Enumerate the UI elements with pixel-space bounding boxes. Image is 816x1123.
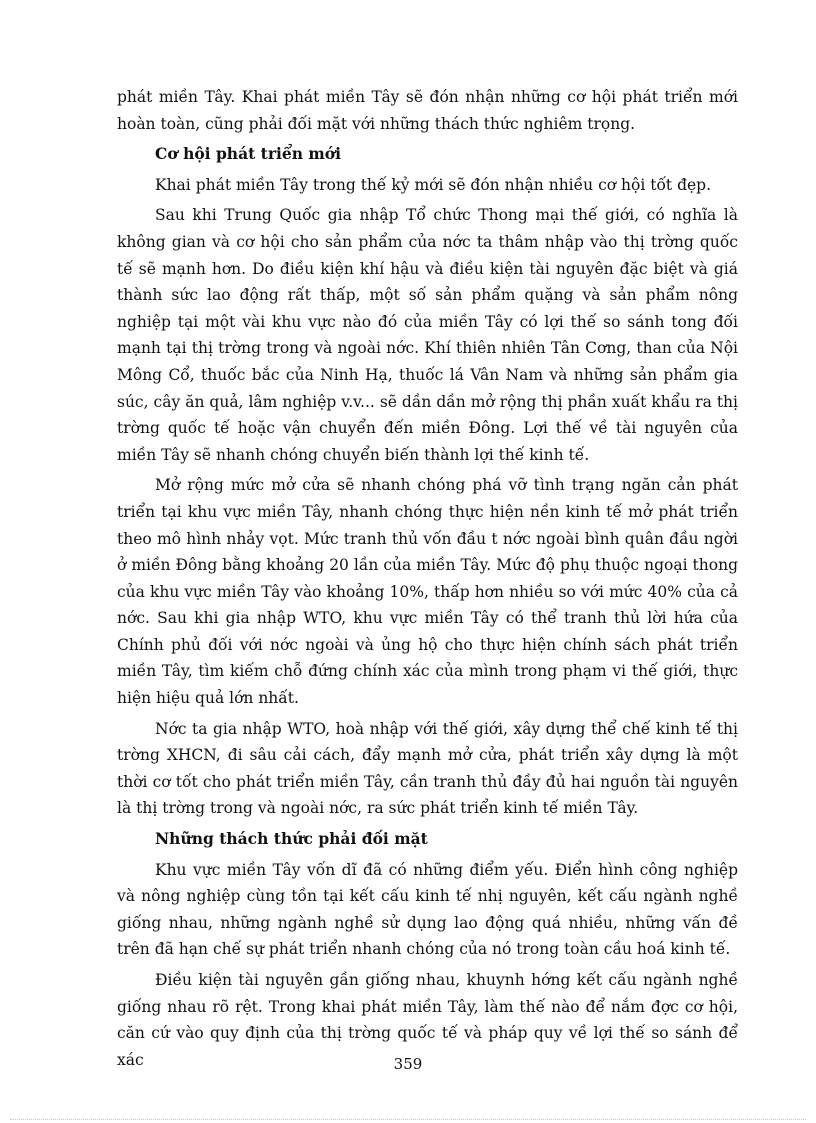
paragraph-weaknesses: Khu vực miền Tây vốn dĩ đã có những điểm yếu. Điển hình công nghiệp và nông nghiệp cùng tồn tại kết cấu kinh tế nhị nguyên, kết cấu ngành nghề giống nhau, những ngành nghề sử dụng lao động quá nhiều, những vấn đề trên đã hạn chế sự phát triển nhanh chóng của nó trong toàn cầu hoá kinh tế. xyxy=(117,860,738,959)
paragraph-intro: phát miền Tây. Khai phát miền Tây sẽ đón nhận những cơ hội phát triển mới hoàn toàn, cũng phải đối mặt với những thách thức nghiêm trọng. xyxy=(117,88,738,133)
page-number: 359 xyxy=(393,1055,423,1073)
footer-divider xyxy=(10,1119,806,1120)
paragraph-opportunities-intro: Khai phát miền Tây trong thế kỷ mới sẽ đón nhận nhiều cơ hội tốt đẹp. xyxy=(155,175,712,194)
paragraph-wto-trade: Sau khi Trung Quốc gia nhập Tổ chức Thong mại thế giới, có nghĩa là không gian và cơ hội cho sản phẩm của nớc ta thâm nhập vào thị trờng quốc tế sẽ mạnh hơn. Do điều kiện khí hậu và điều kiện tài nguyên đặc biệt và giá thành sức lao động rất thấp, một số sản phẩm quặng và sản phẩm nông nghiệp tại một vài khu vực nào đó của miền Tây có lợi thế so sánh tong đối mạnh tại thị trờng trong và ngoài nớc. Khí thiên nhiên Tân Cơng, than của Nội Mông Cổ, thuốc bắc của Ninh Hạ, thuốc lá Vân Nam và những sản phẩm gia súc, cây ăn quả, lâm nghiệp v.v... sẽ dần dần mở rộng thị phần xuất khẩu ra thị trờng quốc tế hoặc vận chuyển đến miền Đông. Lợi thế về tài nguyên của miền Tây sẽ nhanh chóng chuyển biến thành lợi thế kinh tế. xyxy=(117,206,738,464)
paragraph-resources: Điều kiện tài nguyên gần giống nhau, khuynh hớng kết cấu ngành nghề giống nhau rõ rệt. Trong khai phát miền Tây, làm thế nào để nắm đợc cơ hội, căn cứ vào quy định của thị trờng quốc tế và pháp quy về lợi thế so sánh để xác xyxy=(117,971,738,1069)
paragraph-wto-integration: Nớc ta gia nhập WTO, hoà nhập với thế giới, xây dựng thể chế kinh tế thị trờng XHCN, đi sâu cải cách, đẩy mạnh mở cửa, phát triển xây dựng là một thời cơ tốt cho phát triển miền Tây, cần tranh thủ đầy đủ hai nguồn tài nguyên là thị trờng trong và ngoài nớc, ra sức phát triển kinh tế miền Tây. xyxy=(117,719,738,818)
heading-challenges: Những thách thức phải đối mặt xyxy=(155,829,428,849)
page-body xyxy=(117,84,738,1077)
heading-opportunities: Cơ hội phát triển mới xyxy=(155,144,342,164)
paragraph-openness: Mở rộng mức mở cửa sẽ nhanh chóng phá vỡ tình trạng ngăn cản phát triển tại khu vực miền Tây, nhanh chóng thực hiện nền kinh tế mở phát triển theo mô hình nhảy vọt. Mức tranh thủ vốn đầu t nớc ngoài bình quân đầu ngời ở miền Đông bằng khoảng 20 lần của miền Tây. Mức độ phụ thuộc ngoại thong của khu vực miền Tây vào khoảng 10%, thấp hơn nhiều so với mức 40% của cả nớc. Sau khi gia nhập WTO, khu vực miền Tây có thể tranh thủ lời hứa của Chính phủ đối với nớc ngoài và ủng hộ cho thực hiện chính sách phát triển miền Tây, tìm kiếm chỗ đứng chính xác của mình trong phạm vi thế giới, thực hiện hiệu quả lớn nhất. xyxy=(117,476,738,708)
